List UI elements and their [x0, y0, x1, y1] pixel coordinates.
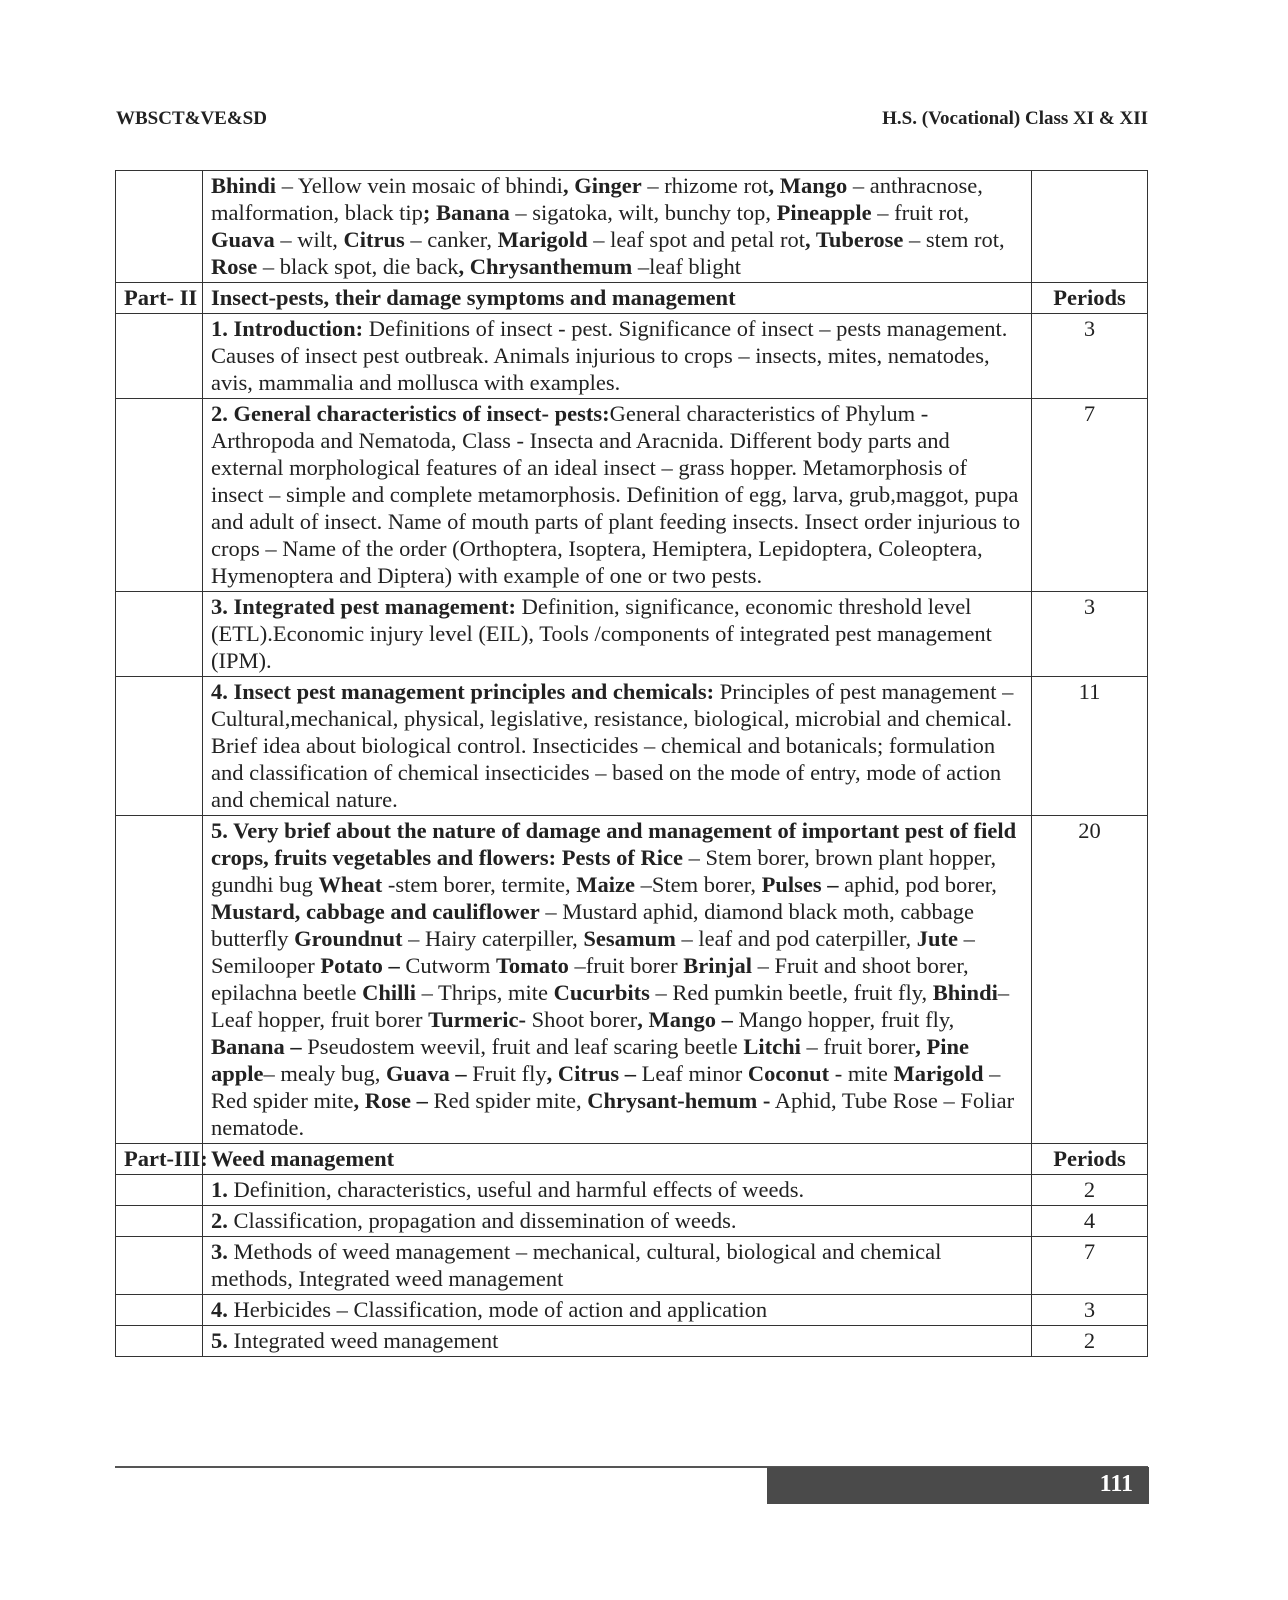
part-cell [116, 677, 203, 816]
bold-term: Wheat [318, 872, 383, 897]
bold-term: 4. Insect pest management principles and chemicals: [211, 679, 715, 704]
periods-header: Periods [1032, 283, 1148, 314]
part-cell [116, 1295, 203, 1326]
bold-term: Sesamum [583, 926, 676, 951]
topic-cell: 4. Herbicides – Classification, mode of action and application [203, 1295, 1032, 1326]
topic-cell: 1. Introduction: Definitions of insect - pest. Significance of insect – pests management. Causes of insect pest outbreak. Animals injurious to crops – insects, mites, nematodes, avis, mammalia and mollusca with examples. [203, 314, 1032, 399]
bold-term: Groundnut [294, 926, 403, 951]
topic-cell: 3. Methods of weed management – mechanical, cultural, biological and chemical methods, Integrated weed management [203, 1237, 1032, 1295]
part-cell [116, 1206, 203, 1237]
bold-term: Rose [211, 254, 258, 279]
topic-cell: 1. Definition, characteristics, useful and harmful effects of weeds. [203, 1175, 1032, 1206]
bold-term: 2. [211, 1208, 228, 1233]
topic-cell: 2. Classification, propagation and dissemination of weeds. [203, 1206, 1032, 1237]
bold-term: 1. Introduction: [211, 316, 364, 341]
part-cell [116, 592, 203, 677]
bold-term: 5. [211, 1328, 228, 1353]
bold-term: , Citrus – [546, 1061, 637, 1086]
bold-term: , Ginger [562, 173, 642, 198]
bold-term: Cucurbits [553, 980, 650, 1005]
periods-value: 7 [1032, 1237, 1148, 1295]
table-row [116, 677, 1148, 816]
bold-term: Guava [211, 227, 275, 252]
table-row [116, 399, 1148, 592]
page-number: 111 [767, 1467, 1149, 1504]
periods-value: 3 [1032, 314, 1148, 399]
bold-term: 2. General characteristics of insect- pests: [211, 401, 610, 426]
table-row [116, 1175, 1148, 1206]
table-row [116, 1237, 1148, 1295]
bold-term: , Chrysanthemum [458, 254, 633, 279]
bold-term: Guava – [386, 1061, 467, 1086]
bold-term: Chilli [362, 980, 416, 1005]
bold-term: Brinjal [683, 953, 753, 978]
periods-header: Periods [1032, 1144, 1148, 1175]
topic-cell: 5. Very brief about the nature of damage and management of important pest of field crops, fruits vegetables and flowers: Pests of Rice – Stem borer, brown plant hopper, gundhi bug Wheat -stem borer, termite, Maize –Stem borer, Pulses – aphid, pod borer, Mustard, cabbage and cauliflower – Mustard aphid, diamond black moth, cabbage butterfly Groundnut – Hairy caterpiller, Sesamum – leaf and pod caterpiller, Jute – Semilooper Potato – Cutworm Tomato –fruit borer Brinjal – Fruit and shoot borer, epilachna beetle Chilli – Thrips, mite Cucurbits – Red pumkin beetle, fruit fly, Bhindi– Leaf hopper, fruit borer Turmeric- Shoot borer, Mango – Mango hopper, fruit fly, Banana – Pseudostem weevil, fruit and leaf scaring beetle Litchi – fruit borer, Pine apple– mealy bug, Guava – Fruit fly, Citrus – Leaf minor Coconut - mite Marigold – Red spider mite, Rose – Red spider mite, Chrysant-hemum - Aphid, Tube Rose – Foliar nematode. [203, 816, 1032, 1144]
bold-term: , Mango [768, 173, 848, 198]
bold-term: 3. Integrated pest management: [211, 594, 516, 619]
bold-term: , Tuberose [805, 227, 904, 252]
bold-term: Maize [576, 872, 636, 897]
table-row [116, 314, 1148, 399]
periods-value: 3 [1032, 1295, 1148, 1326]
bold-term: Banana – [211, 1034, 302, 1059]
bold-term: Litchi [743, 1034, 801, 1059]
syllabus-table [115, 170, 1148, 1357]
periods-value: 3 [1032, 592, 1148, 677]
periods-cell [1032, 171, 1148, 283]
bold-term: 1. [211, 1177, 228, 1202]
periods-value: 20 [1032, 816, 1148, 1144]
table-row [116, 1295, 1148, 1326]
part-cell [116, 399, 203, 592]
bold-term: Chrysant-hemum - [587, 1088, 771, 1113]
bold-term: 3. [211, 1239, 228, 1264]
part-label: Part-III: [116, 1144, 203, 1175]
topic-cell: 5. Integrated weed management [203, 1326, 1032, 1357]
bold-term: Potato – [320, 953, 400, 978]
periods-value: 11 [1032, 677, 1148, 816]
bold-term: 5. Very brief about the nature of damage and management of important pest of field crops, fruits vegetables and flowers: Pests of Rice [211, 818, 1017, 870]
bold-term: , Rose – [353, 1088, 428, 1113]
part-cell [116, 171, 203, 283]
section-title: Insect-pests, their damage symptoms and management [203, 283, 1032, 314]
header-right: H.S. (Vocational) Class XI & XII [882, 108, 1148, 129]
part-cell [116, 1326, 203, 1357]
bold-term: , Mango – [637, 1007, 733, 1032]
topic-cell: 3. Integrated pest management: Definition, significance, economic threshold level (ETL).Economic injury level (EIL), Tools /components of integrated pest management (IPM). [203, 592, 1032, 677]
part-cell [116, 1237, 203, 1295]
part-cell [116, 816, 203, 1144]
section-header-row [116, 1144, 1148, 1175]
topic-cell: Bhindi – Yellow vein mosaic of bhindi, Ginger – rhizome rot, Mango – anthracnose, malformation, black tip; Banana – sigatoka, wilt, bunchy top, Pineapple – fruit rot, Guava – wilt, Citrus – canker, Marigold – leaf spot and petal rot, Tuberose – stem rot, Rose – black spot, die back, Chrysanthemum –leaf blight [203, 171, 1032, 283]
periods-value: 7 [1032, 399, 1148, 592]
bold-term: Pineapple [776, 200, 872, 225]
periods-value: 4 [1032, 1206, 1148, 1237]
bold-term: Coconut [747, 1061, 830, 1086]
section-title: Weed management [203, 1144, 1032, 1175]
table-row [116, 816, 1148, 1144]
bold-term: ; Banana [422, 200, 510, 225]
topic-cell: 2. General characteristics of insect- pests:General characteristics of Phylum - Arthropoda and Nematoda, Class - Insecta and Aracnida. Different body parts and external morphological features of an ideal insect – grass hopper. Metamorphosis of insect – simple and complete metamorphosis. Definition of egg, larva, grub,maggot, pupa and adult of insect. Name of mouth parts of plant feeding insects. Insect order injurious to crops – Name of the order (Orthoptera, Isoptera, Hemiptera, Lepidoptera, Coleoptera, Hymenoptera and Diptera) with example of one or two pests. [203, 399, 1032, 592]
table-row [116, 1326, 1148, 1357]
part-cell [116, 314, 203, 399]
bold-term: Marigold [893, 1061, 984, 1086]
bold-term: Mustard, cabbage and cauliflower [211, 899, 540, 924]
bold-term: Turmeric- [428, 1007, 527, 1032]
bold-term: Marigold [497, 227, 588, 252]
header-left: WBSCT&VE&SD [116, 108, 267, 129]
topic-cell: 4. Insect pest management principles and chemicals: Principles of pest management –Cultural,mechanical, physical, legislative, resistance, biological, microbial and chemical. Brief idea about biological control. Insecticides – chemical and botanicals; formulation and classification of chemical insecticides – based on the mode of entry, mode of action and chemical nature. [203, 677, 1032, 816]
bold-term: Bhindi [211, 173, 277, 198]
bold-term: Tomato [495, 953, 569, 978]
table-row [116, 171, 1148, 283]
periods-value: 2 [1032, 1326, 1148, 1357]
bold-term: Pulses – [761, 872, 839, 897]
section-header-row [116, 283, 1148, 314]
table-row [116, 592, 1148, 677]
bold-term: Bhindi [932, 980, 998, 1005]
part-label: Part- II [116, 283, 203, 314]
bold-term: Citrus [343, 227, 405, 252]
bold-term: Jute [916, 926, 959, 951]
bold-term: 4. [211, 1297, 228, 1322]
part-cell [116, 1175, 203, 1206]
table-row [116, 1206, 1148, 1237]
periods-value: 2 [1032, 1175, 1148, 1206]
bold-term: , Pine apple [211, 1034, 970, 1086]
